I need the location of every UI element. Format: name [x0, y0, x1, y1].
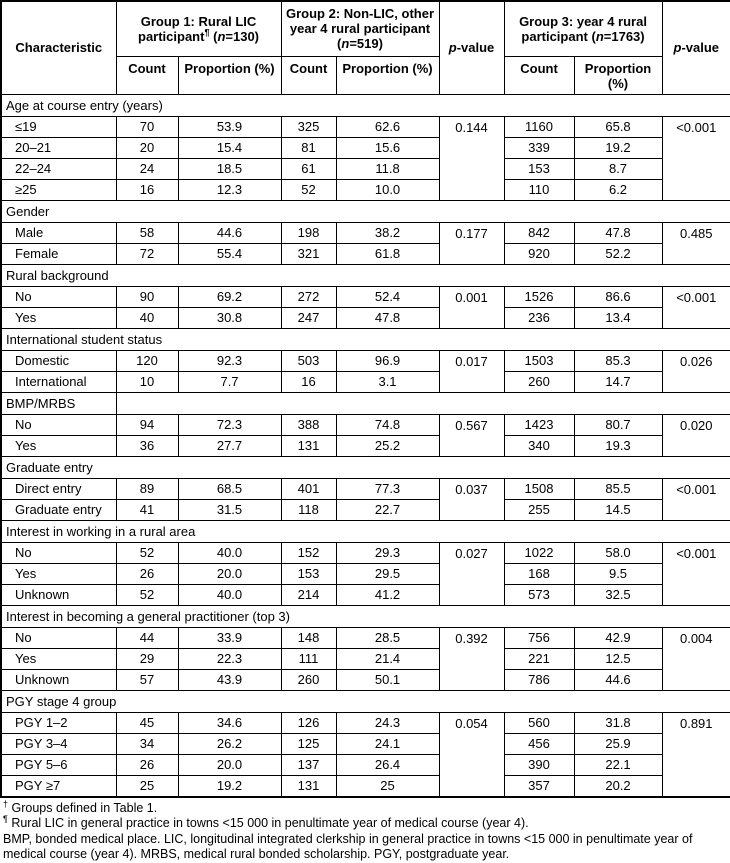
row-label: No: [1, 542, 116, 563]
g3-proportion: 13.4: [574, 307, 662, 328]
g1-count: 52: [116, 584, 178, 605]
section-label: Graduate entry: [1, 456, 730, 478]
g2-proportion: 50.1: [336, 669, 439, 690]
section-header-row: [1, 94, 730, 116]
data-row: [1, 307, 730, 328]
g2-proportion: 47.8: [336, 307, 439, 328]
g2-proportion: 15.6: [336, 137, 439, 158]
g2-count: 247: [281, 307, 336, 328]
row-label: Yes: [1, 563, 116, 584]
g3-proportion: 85.3: [574, 350, 662, 371]
g3-count: 339: [504, 137, 574, 158]
section-header-row: [1, 200, 730, 222]
g2-proportion: 21.4: [336, 648, 439, 669]
g1-count: 41: [116, 499, 178, 520]
col-header-g3-proportion: Proportion (%): [574, 56, 662, 94]
g2-proportion: 41.2: [336, 584, 439, 605]
section-label: Rural background: [1, 264, 730, 286]
g1-count: 29: [116, 648, 178, 669]
col-header-g1-count: Count: [116, 56, 178, 94]
col-header-characteristic: Characteristic: [1, 1, 116, 94]
row-label: Male: [1, 222, 116, 243]
g3-proportion: 47.8: [574, 222, 662, 243]
g1-proportion: 15.4: [178, 137, 281, 158]
g3-count: 168: [504, 563, 574, 584]
col-header-g3-count: Count: [504, 56, 574, 94]
g3-proportion: 58.0: [574, 542, 662, 563]
data-row: [1, 712, 730, 733]
g3-proportion: 20.2: [574, 775, 662, 797]
g2-proportion: 74.8: [336, 414, 439, 435]
g2-proportion: 3.1: [336, 371, 439, 392]
group-header-row: [1, 1, 730, 56]
g1-proportion: 26.2: [178, 733, 281, 754]
p-value-group1-vs-group2: 0.144: [439, 116, 504, 200]
g2-proportion: 22.7: [336, 499, 439, 520]
g3-count: 456: [504, 733, 574, 754]
g1-proportion: 40.0: [178, 584, 281, 605]
row-label: Yes: [1, 648, 116, 669]
col-header-g2-count: Count: [281, 56, 336, 94]
g2-proportion: 24.1: [336, 733, 439, 754]
col-header-g1-proportion: Proportion (%): [178, 56, 281, 94]
g3-proportion: 19.2: [574, 137, 662, 158]
g1-proportion: 40.0: [178, 542, 281, 563]
g1-count: 57: [116, 669, 178, 690]
col-header-pvalue-2: p-value: [662, 1, 730, 94]
table-body: [1, 94, 730, 797]
g1-proportion: 72.3: [178, 414, 281, 435]
g3-count: 920: [504, 243, 574, 264]
g3-proportion: 8.7: [574, 158, 662, 179]
p-value-group1-vs-group3: <0.001: [662, 116, 730, 200]
g2-count: 126: [281, 712, 336, 733]
p-value-group1-vs-group3: 0.026: [662, 350, 730, 392]
g3-proportion: 14.5: [574, 499, 662, 520]
g3-proportion: 86.6: [574, 286, 662, 307]
g2-count: 148: [281, 627, 336, 648]
g2-proportion: 26.4: [336, 754, 439, 775]
row-label: Unknown: [1, 669, 116, 690]
g1-count: 70: [116, 116, 178, 137]
g2-count: 16: [281, 371, 336, 392]
g3-proportion: 44.6: [574, 669, 662, 690]
g2-count: 325: [281, 116, 336, 137]
col-header-group3: Group 3: year 4 rural participant (n=1763): [504, 1, 662, 56]
section-header-row: [1, 328, 730, 350]
data-row: [1, 775, 730, 797]
section-filler: [116, 392, 730, 414]
p-value-group1-vs-group3: 0.020: [662, 414, 730, 456]
row-label: PGY ≥7: [1, 775, 116, 797]
data-row: [1, 179, 730, 200]
row-label: Direct entry: [1, 478, 116, 499]
g1-count: 45: [116, 712, 178, 733]
row-label: No: [1, 627, 116, 648]
row-label: PGY 3–4: [1, 733, 116, 754]
g3-proportion: 9.5: [574, 563, 662, 584]
g1-count: 16: [116, 179, 178, 200]
g3-proportion: 42.9: [574, 627, 662, 648]
g3-count: 153: [504, 158, 574, 179]
p-value-group1-vs-group2: 0.037: [439, 478, 504, 520]
section-header-row: [1, 690, 730, 712]
section-label: BMP/MRBS: [1, 392, 116, 414]
g3-count: 1508: [504, 478, 574, 499]
g3-count: 1503: [504, 350, 574, 371]
g2-count: 153: [281, 563, 336, 584]
g3-proportion: 52.2: [574, 243, 662, 264]
g2-proportion: 28.5: [336, 627, 439, 648]
g3-count: 573: [504, 584, 574, 605]
g3-proportion: 25.9: [574, 733, 662, 754]
section-header-row: [1, 456, 730, 478]
g1-proportion: 69.2: [178, 286, 281, 307]
g3-count: 1022: [504, 542, 574, 563]
g3-count: 340: [504, 435, 574, 456]
g1-proportion: 12.3: [178, 179, 281, 200]
data-row: [1, 350, 730, 371]
section-header-row: [1, 392, 730, 414]
g3-count: 221: [504, 648, 574, 669]
data-row: [1, 158, 730, 179]
data-row: [1, 286, 730, 307]
g1-count: 10: [116, 371, 178, 392]
row-label: Domestic: [1, 350, 116, 371]
g3-count: 390: [504, 754, 574, 775]
g2-count: 81: [281, 137, 336, 158]
data-row: [1, 754, 730, 775]
g3-count: 357: [504, 775, 574, 797]
g3-count: 255: [504, 499, 574, 520]
g3-count: 786: [504, 669, 574, 690]
row-label: ≥25: [1, 179, 116, 200]
data-row: [1, 669, 730, 690]
data-row: [1, 137, 730, 158]
g2-count: 152: [281, 542, 336, 563]
g1-proportion: 31.5: [178, 499, 281, 520]
g1-count: 72: [116, 243, 178, 264]
g3-proportion: 80.7: [574, 414, 662, 435]
g3-proportion: 14.7: [574, 371, 662, 392]
g2-count: 260: [281, 669, 336, 690]
g2-count: 111: [281, 648, 336, 669]
g3-proportion: 22.1: [574, 754, 662, 775]
g1-count: 58: [116, 222, 178, 243]
g3-count: 842: [504, 222, 574, 243]
g1-proportion: 22.3: [178, 648, 281, 669]
section-label: International student status: [1, 328, 730, 350]
col-header-g2-proportion: Proportion (%): [336, 56, 439, 94]
g1-count: 52: [116, 542, 178, 563]
g3-count: 756: [504, 627, 574, 648]
g1-count: 25: [116, 775, 178, 797]
col-header-pvalue-1: p-value: [439, 1, 504, 94]
g2-count: 198: [281, 222, 336, 243]
g2-count: 52: [281, 179, 336, 200]
g3-count: 236: [504, 307, 574, 328]
p-value-group1-vs-group3: <0.001: [662, 478, 730, 520]
row-label: No: [1, 414, 116, 435]
g3-proportion: 31.8: [574, 712, 662, 733]
g3-count: 260: [504, 371, 574, 392]
g1-proportion: 30.8: [178, 307, 281, 328]
section-label: PGY stage 4 group: [1, 690, 730, 712]
g1-count: 90: [116, 286, 178, 307]
g3-count: 1423: [504, 414, 574, 435]
g1-count: 24: [116, 158, 178, 179]
section-label: Age at course entry (years): [1, 94, 730, 116]
g1-proportion: 34.6: [178, 712, 281, 733]
g2-count: 272: [281, 286, 336, 307]
data-row: [1, 499, 730, 520]
row-label: Yes: [1, 435, 116, 456]
footnote-rural-lic: ¶ Rural LIC in general practice in towns <15 000 in penultimate year of medical course (year 4).: [3, 813, 529, 830]
row-label: Unknown: [1, 584, 116, 605]
g2-proportion: 11.8: [336, 158, 439, 179]
g2-proportion: 52.4: [336, 286, 439, 307]
row-label: Yes: [1, 307, 116, 328]
g1-proportion: 44.6: [178, 222, 281, 243]
p-value-group1-vs-group3: <0.001: [662, 286, 730, 328]
g2-proportion: 61.8: [336, 243, 439, 264]
g2-proportion: 24.3: [336, 712, 439, 733]
g1-count: 36: [116, 435, 178, 456]
g1-proportion: 68.5: [178, 478, 281, 499]
g1-proportion: 92.3: [178, 350, 281, 371]
g1-count: 89: [116, 478, 178, 499]
g1-proportion: 55.4: [178, 243, 281, 264]
p-value-group1-vs-group3: <0.001: [662, 542, 730, 605]
g1-proportion: 33.9: [178, 627, 281, 648]
g3-proportion: 12.5: [574, 648, 662, 669]
g1-proportion: 7.7: [178, 371, 281, 392]
g3-count: 110: [504, 179, 574, 200]
col-header-group1: Group 1: Rural LIC participant¶ (n=130): [116, 1, 281, 56]
g1-proportion: 53.9: [178, 116, 281, 137]
g2-proportion: 29.5: [336, 563, 439, 584]
row-label: Female: [1, 243, 116, 264]
row-label: International: [1, 371, 116, 392]
g2-proportion: 25: [336, 775, 439, 797]
row-label: ≤19: [1, 116, 116, 137]
g3-proportion: 19.3: [574, 435, 662, 456]
g3-count: 1160: [504, 116, 574, 137]
g2-count: 401: [281, 478, 336, 499]
p-value-group1-vs-group2: 0.567: [439, 414, 504, 456]
g2-count: 321: [281, 243, 336, 264]
g1-proportion: 27.7: [178, 435, 281, 456]
row-label: No: [1, 286, 116, 307]
data-row: [1, 584, 730, 605]
g2-count: 131: [281, 775, 336, 797]
g2-proportion: 38.2: [336, 222, 439, 243]
section-header-row: [1, 605, 730, 627]
p-value-group1-vs-group3: 0.891: [662, 712, 730, 797]
row-label: 22–24: [1, 158, 116, 179]
section-label: Interest in working in a rural area: [1, 520, 730, 542]
data-row: [1, 627, 730, 648]
data-row: [1, 478, 730, 499]
p-value-group1-vs-group2: 0.027: [439, 542, 504, 605]
row-label: PGY 1–2: [1, 712, 116, 733]
p-value-group1-vs-group2: 0.177: [439, 222, 504, 264]
g3-count: 1526: [504, 286, 574, 307]
g2-count: 131: [281, 435, 336, 456]
data-row: [1, 435, 730, 456]
p-value-group1-vs-group3: 0.485: [662, 222, 730, 264]
row-label: Graduate entry: [1, 499, 116, 520]
g2-count: 118: [281, 499, 336, 520]
g1-count: 40: [116, 307, 178, 328]
footnote-abbreviations: BMP, bonded medical place. LIC, longitudinal integrated clerkship in general practice in towns <15 000 in penultimate year of medical course (year 4). MRBS, medical rural bonded scholarship. PGY, postgraduate year.: [3, 831, 693, 861]
col-header-group2: Group 2: Non-LIC, other year 4 rural participant (n=519): [281, 1, 439, 56]
g2-count: 137: [281, 754, 336, 775]
g2-count: 61: [281, 158, 336, 179]
p-value-group1-vs-group2: 0.017: [439, 350, 504, 392]
g3-proportion: 32.5: [574, 584, 662, 605]
p-value-group1-vs-group2: 0.001: [439, 286, 504, 328]
g2-count: 388: [281, 414, 336, 435]
g1-count: 34: [116, 733, 178, 754]
g2-count: 503: [281, 350, 336, 371]
data-row: [1, 733, 730, 754]
g3-proportion: 85.5: [574, 478, 662, 499]
data-row: [1, 243, 730, 264]
data-row: [1, 542, 730, 563]
g2-proportion: 62.6: [336, 116, 439, 137]
p-value-group1-vs-group3: 0.004: [662, 627, 730, 690]
g2-proportion: 10.0: [336, 179, 439, 200]
g1-count: 94: [116, 414, 178, 435]
section-header-row: [1, 264, 730, 286]
g2-proportion: 96.9: [336, 350, 439, 371]
g1-proportion: 43.9: [178, 669, 281, 690]
g3-proportion: 6.2: [574, 179, 662, 200]
data-row: [1, 116, 730, 137]
g3-proportion: 65.8: [574, 116, 662, 137]
data-row: [1, 371, 730, 392]
row-label: PGY 5–6: [1, 754, 116, 775]
footnotes: [0, 798, 730, 863]
g1-count: 20: [116, 137, 178, 158]
section-header-row: [1, 520, 730, 542]
g1-count: 120: [116, 350, 178, 371]
g3-count: 560: [504, 712, 574, 733]
g1-proportion: 19.2: [178, 775, 281, 797]
g1-proportion: 18.5: [178, 158, 281, 179]
footnote-groups: † Groups defined in Table 1.: [3, 798, 158, 815]
g1-count: 26: [116, 754, 178, 775]
data-row: [1, 648, 730, 669]
g2-proportion: 29.3: [336, 542, 439, 563]
p-value-group1-vs-group2: 0.392: [439, 627, 504, 690]
table-header: [1, 1, 730, 94]
data-row: [1, 563, 730, 584]
g1-count: 44: [116, 627, 178, 648]
g2-count: 125: [281, 733, 336, 754]
section-label: Gender: [1, 200, 730, 222]
g2-proportion: 25.2: [336, 435, 439, 456]
data-row: [1, 222, 730, 243]
row-label: 20–21: [1, 137, 116, 158]
g2-count: 214: [281, 584, 336, 605]
section-label: Interest in becoming a general practitioner (top 3): [1, 605, 730, 627]
g1-proportion: 20.0: [178, 754, 281, 775]
g2-proportion: 77.3: [336, 478, 439, 499]
p-value-group1-vs-group2: 0.054: [439, 712, 504, 797]
data-row: [1, 414, 730, 435]
g1-count: 26: [116, 563, 178, 584]
g1-proportion: 20.0: [178, 563, 281, 584]
